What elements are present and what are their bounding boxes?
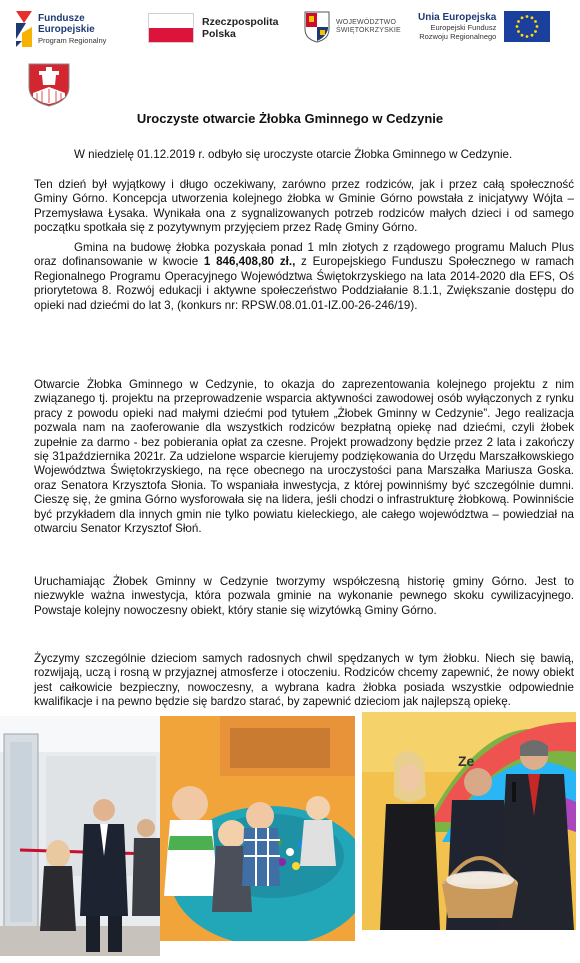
sw-logo-text: [336, 19, 401, 35]
paragraph-funding: [34, 241, 574, 313]
pl-logo-line2: Polska: [202, 28, 236, 40]
photo-children-ball-pit: [160, 716, 355, 941]
ribbon-cutting-illustration: [0, 716, 160, 956]
fe-logo-line2: Europejskie: [38, 23, 95, 35]
ue-logo-line1: Unia Europejska: [418, 12, 497, 23]
eu-flag-icon: [504, 11, 550, 42]
ue-logo-line3: Rozwoju Regionalnego: [419, 32, 497, 41]
ue-logo-line2: Europejski Fundusz: [430, 23, 497, 32]
paragraph-history: Uruchamiając Żłobek Gminny w Cedzynie tworzymy współczesną historię gminy Górno. Jest to niezwykle ważna inwestycja, która pozwala gminie na wykonanie pewnego skoku cywilizacyjnego. Powstaje kolejny nowoczesny obiekt, który stanie się wizytówką Gminy Górno.: [34, 575, 574, 617]
sw-logo-line2: ŚWIĘTOKRZYSKIE: [336, 27, 401, 34]
pl-logo-text: [202, 16, 278, 40]
ue-logo-text: [418, 12, 496, 41]
swietokrzyskie-shield-icon: [304, 11, 330, 43]
photo-sign-text: Ze: [458, 753, 475, 769]
rzeczpospolita-polska-logo: [148, 13, 278, 43]
logo-bar: [0, 0, 580, 60]
fundusze-europejskie-logo: [14, 9, 106, 49]
pl-logo-line1: Rzeczpospolita: [202, 16, 279, 28]
article-title: Uroczyste otwarcie Żłobka Gminnego w Cedzynie: [136, 111, 444, 126]
paragraph-intro: W niedzielę 01.12.2019 r. odbyło się uroczyste otarcie Żłobka Gminnego w Cedzynie.: [74, 148, 513, 161]
photo-ribbon-cutting: [0, 716, 160, 956]
poland-flag-icon: [148, 13, 194, 43]
photo-guests-with-gift: [362, 712, 576, 930]
gmina-crest-icon: [28, 63, 70, 107]
unia-europejska-logo: [418, 11, 550, 42]
funding-text-before: Gmina na budowę żłobka pozyskała ponad 1 mln złotych z rządowego programu Maluch Plus oraz dofinansowanie w kwocie: [34, 241, 574, 269]
guests-illustration: [362, 712, 576, 930]
funding-amount: 1 846,408,80 zł.,: [203, 255, 296, 269]
funding-text-after: z Europejskiego Funduszu Społecznego w ramach Regionalnego Programu Operacyjnego Województwa Świętokrzyskiego na lata 2014-2020 dla EFS, Oś priorytetowa 8. Rozwój edukacji i aktywne społeczeństwo Poddziałanie 8.1.1, Zwiększanie dostępu do opieki nad dziećmi do lat 3, (konkurs nr: RPSW.08.01.01-IZ.00-26-246/19).: [34, 255, 574, 312]
ball-pit-illustration: [160, 716, 355, 941]
wojewodztwo-swietokrzyskie-logo: [304, 11, 401, 43]
fe-star-mark-icon: [14, 9, 34, 49]
sw-logo-line1: WOJEWÓDZTWO: [336, 19, 397, 26]
fe-logo-line1: Fundusze: [38, 12, 85, 24]
paragraph-background: Ten dzień był wyjątkowy i długo oczekiwany, zarówno przez rodziców, jak i przez całą społeczność Gminy Górno. Koncepcja utworzenia kolejnego żłobka w Gminie Górno powstała z inicjatywy Wójta – Przemysława Łysaka. Wynikała ona z sygnalizowanych potrzeb rodziców małych dzieci i od samego początku spotkała się z pozytywnym przyjęciem przez Radę Gminy Górno.: [34, 178, 574, 235]
paragraph-wishes: Życzymy szczególnie dzieciom samych radosnych chwil spędzanych w tym żłobku. Niech się bawią, rozwijają, uczą i rosną w przyjaznej atmosferze i otoczeniu. Rodziców chcemy zapewnić, że nowy obiekt jest całkowicie bezpieczny, nowoczesny, a wybrana kadra żłobka posiada wszystkie odpowiednie kwalifikacje i na pewno będzie się bardzo starać, by zapewnić dzieciom jak najlepszą opiekę.: [34, 652, 574, 709]
fe-logo-line3: Program Regionalny: [38, 35, 107, 45]
fe-logo-text: [38, 13, 106, 46]
paragraph-project: Otwarcie Żłobka Gminnego w Cedzynie, to okazja do zaprezentowania kolejnego projektu z nim związanego tj. projektu na przeprowadzenie wsparcia aktywności zawodowej osób wyłączonych z rynku pracy z powodu opieki nad małymi dziećmi pod tytułem „Żłobek Gminny w Cedzynie”. Jego realizacja pozwala nam na zaoferowanie dla wszystkich rodziców bezpłatną opiekę nad dziećmi, czyli żłobek zupełnie za darmo - bez pobierania opłat za czesne. Projekt prowadzony będzie przez 2 lata i zakończy się 31października 2021r. Za udzielone wsparcie kierujemy podziękowania do Urzędu Marszałkowskiego Województwa Świętokrzyskiego, na ręce obecnego na uroczystości pana Marszałka Mariusza Goska. oraz Senatora Krzysztofa Słonia. To wspaniała inwestycja, z której powinniśmy być szczególnie dumni. Cieszę się, że gmina Górno wysforowała się na lidera, jeśli chodzi o infrastrukturę żłobkową. Powinniście być przykładem dla innych gmin nie tylko powiatu kieleckiego, ale całego województwa – powiedział na otwarciu Senator Krzysztof Słoń.: [34, 378, 574, 536]
